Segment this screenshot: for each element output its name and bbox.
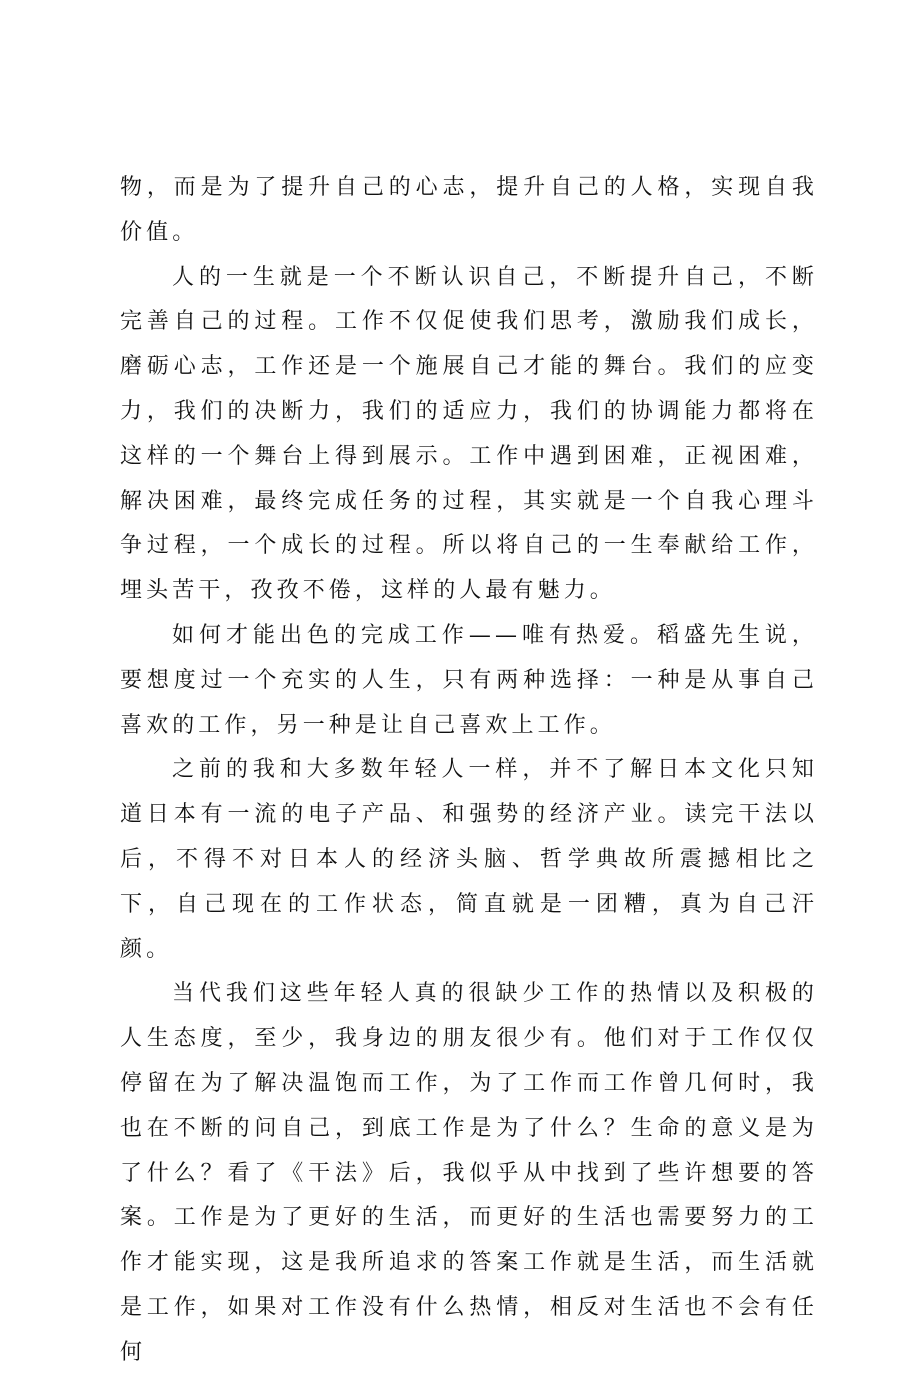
paragraph-2: 人的一生就是一个不断认识自己，不断提升自己，不断完善自己的过程。工作不仅促使我们思考，激励我们成长，磨砺心志，工作还是一个施展自己才能的舞台。我们的应变力，我们的决断力，我们的适应力，我们的协调能力都将在这样的一个舞台上得到展示。工作中遇到困难，正视困难，解决困难，最终完成任务的过程，其实就是一个自我心理斗争过程，一个成长的过程。所以将自己的一生奉献给工作，埋头苦干，孜孜不倦，这样的人最有魅力。 bbox=[120, 264, 818, 604]
paragraph-5: 当代我们这些年轻人真的很缺少工作的热情以及积极的人生态度，至少，我身边的朋友很少有。他们对于工作仅仅停留在为了解决温饱而工作，为了工作而工作曾几何时，我也在不断的问自己，到底工作是为了什么？生命的意义是为了什么？看了《干法》后，我似乎从中找到了些许想要的答案。工作是为了更好的生活，而更好的生活也需要努力的工作才能实现，这是我所追求的答案工作就是生活，而生活就是工作，如果对工作没有什么热情，相反对生活也不会有任何 bbox=[120, 981, 818, 1365]
paragraph-1: 物，而是为了提升自己的心志，提升自己的人格，实现自我价值。 bbox=[120, 175, 818, 245]
paragraph-3: 如何才能出色的完成工作——唯有热爱。稻盛先生说，要想度过一个充实的人生，只有两种选择：一种是从事自己喜欢的工作，另一种是让自己喜欢上工作。 bbox=[120, 622, 818, 738]
paragraph-4: 之前的我和大多数年轻人一样，并不了解日本文化只知道日本有一流的电子产品、和强势的经济产业。读完干法以后，不得不对日本人的经济头脑、哲学典故所震撼相比之下，自己现在的工作状态，简直就是一团糟，真为自己汗颜。 bbox=[120, 757, 818, 962]
document-body bbox=[120, 166, 818, 1376]
